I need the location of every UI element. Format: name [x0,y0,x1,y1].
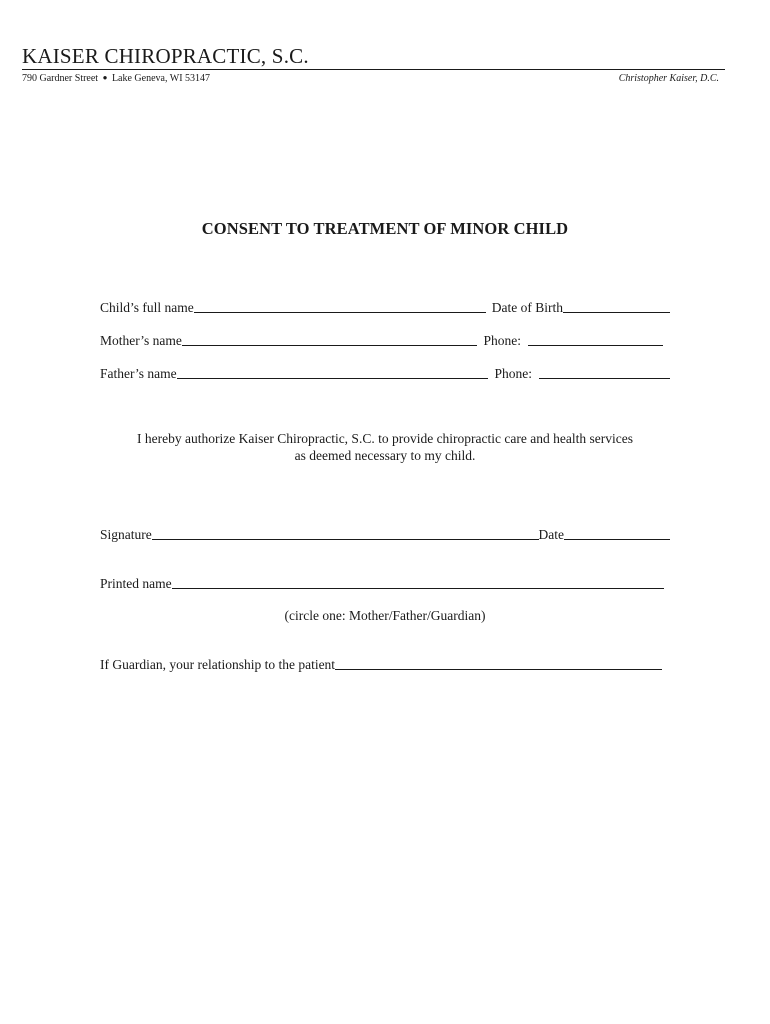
letterhead-subline [22,73,725,84]
mother-name-field[interactable] [182,333,478,346]
father-row [100,366,670,382]
letterhead [22,46,725,84]
company-address [22,73,210,84]
mother-phone-label: Phone: [483,333,521,348]
bullet-separator: ● [102,73,108,82]
printed-name-label: Printed name [100,576,172,591]
father-name-field[interactable] [177,366,489,379]
mother-name-label: Mother’s name [100,333,182,348]
date-label: Date [538,527,564,542]
guardian-relationship-field[interactable] [335,657,662,670]
mother-row [100,333,670,349]
father-phone-field[interactable] [539,366,670,379]
authorization-paragraph [0,430,770,464]
child-name-label: Child’s full name [100,300,194,315]
child-name-field[interactable] [194,300,486,313]
form-title: CONSENT TO TREATMENT OF MINOR CHILD [201,219,569,238]
doctor-name: Christopher Kaiser, D.C. [618,73,719,84]
printed-name-field[interactable] [172,576,664,589]
child-row [100,300,670,316]
father-name-label: Father’s name [100,366,177,381]
signature-label: Signature [100,527,152,542]
guardian-relationship-label: If Guardian, your relationship to the patient [100,657,336,672]
city-address: Lake Geneva, WI 53147 [111,73,211,84]
signature-field[interactable] [152,527,539,540]
circle-one-note: (circle one: Mother/Father/Guardian) [284,608,486,623]
signature-row [100,527,670,543]
authorization-line-1: I hereby authorize Kaiser Chiropractic, S.C. to provide chiropractic care and health services [137,431,633,446]
guardian-row [100,657,662,673]
printed-name-row [100,576,664,592]
mother-phone-field[interactable] [528,333,663,346]
dob-field[interactable] [563,300,670,313]
father-phone-label: Phone: [494,366,532,381]
authorization-line-2: as deemed necessary to my child. [294,448,476,463]
date-field[interactable] [564,527,670,540]
dob-label: Date of Birth [491,300,563,315]
company-name: KAISER CHIROPRACTIC, S.C. [22,46,725,70]
street-address: 790 Gardner Street [22,73,99,84]
